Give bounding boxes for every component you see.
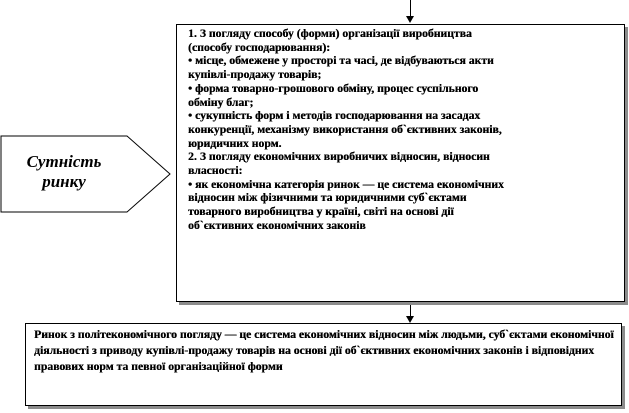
definition-line: купівлі-продажу товарів;: [188, 68, 322, 82]
definition-line: • сукупність форм і методів господарювання на засадах: [188, 109, 481, 123]
market-conclusion-text: Ринок з політекономічного погляду — це система економічних відносин між людьми, суб`єктами економічної діяльності з приводу купівлі-продажу товарів на основі дії об`єктивних економічних законів і відповідних правових норм та певної організаційної форми: [34, 328, 614, 373]
market-essence-shape: [0, 135, 172, 213]
definition-line: • місце, обмежене у просторі та часі, де відбуваються акти: [188, 54, 494, 68]
definition-line: об`єктивних економічних законів: [188, 218, 366, 232]
definition-line: обміну благ;: [188, 95, 254, 109]
definition-line: (способу господарювання):: [188, 40, 331, 54]
market-essence-label-line2: ринку: [42, 172, 86, 191]
market-essence-label: [4, 152, 124, 192]
definition-line: • форма товарно-грошового обміну, процес суспільного: [188, 81, 479, 95]
top-arrow-line: [410, 0, 411, 17]
definition-line: • як економічна категорія ринок — це система економічних: [188, 177, 504, 191]
definition-line: 1. З погляду способу (форми) організації виробництва: [188, 27, 472, 40]
definition-line: товарного виробництва у країні, світі на основі дії: [188, 205, 454, 219]
top-arrow-head: [406, 16, 414, 23]
definition-line: конкуренції, механізму використання об`єктивних законів,: [188, 122, 502, 136]
definition-line: відносин між фізичними та юридичними суб`єктами: [188, 191, 467, 205]
middle-arrow-head: [406, 316, 414, 323]
market-essence-label-line1: Сутність: [26, 152, 102, 171]
market-conclusion-box: [25, 323, 622, 406]
definition-line: власності:: [188, 164, 243, 178]
definition-line: 2. З погляду економічних виробничих відносин, відносин: [188, 150, 490, 164]
definition-line: юридичних норм.: [188, 136, 282, 150]
market-definitions-box: [176, 24, 625, 302]
